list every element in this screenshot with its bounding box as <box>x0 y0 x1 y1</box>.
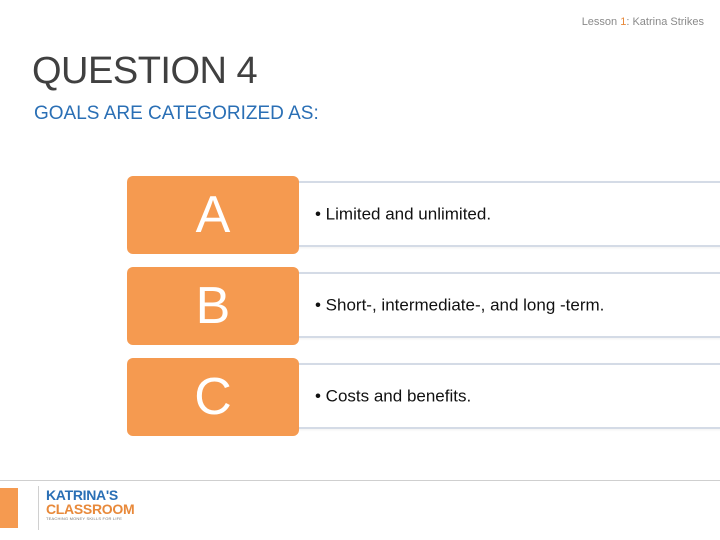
lesson-title: : Katrina Strikes <box>626 16 704 28</box>
option-b-answer-box <box>285 272 720 338</box>
footer-rule <box>0 480 720 481</box>
option-a-text: • Limited and unlimited. <box>315 204 492 224</box>
option-a-letter: A <box>127 176 299 254</box>
option-a-row[interactable] <box>127 176 608 254</box>
lesson-label: Lesson <box>581 16 618 28</box>
lesson-number: 1 <box>620 16 627 28</box>
logo-tagline: TEACHING MONEY SKILLS FOR LIFE <box>46 516 123 521</box>
option-b-text: • Short-, intermediate-, and long -term. <box>315 295 605 315</box>
option-c-text: • Costs and benefits. <box>315 386 472 406</box>
option-b-row[interactable] <box>127 267 608 345</box>
option-b-letter: B <box>127 267 299 345</box>
katrinas-classroom-logo <box>46 488 134 522</box>
lesson-header <box>582 16 704 28</box>
slide-subtitle: GOALS ARE CATEGORIZED AS: <box>34 103 319 124</box>
footer-divider <box>38 486 39 530</box>
footer-accent-bar <box>0 488 18 528</box>
option-c-row[interactable] <box>127 358 608 436</box>
option-c-letter: C <box>127 358 299 436</box>
option-a-answer-box <box>285 181 720 247</box>
logo-line-2: CLASSROOM <box>46 501 135 517</box>
logo-line-1: KATRINA'S <box>46 487 118 503</box>
option-c-answer-box <box>285 363 720 429</box>
slide-title: QUESTION 4 <box>32 50 258 92</box>
